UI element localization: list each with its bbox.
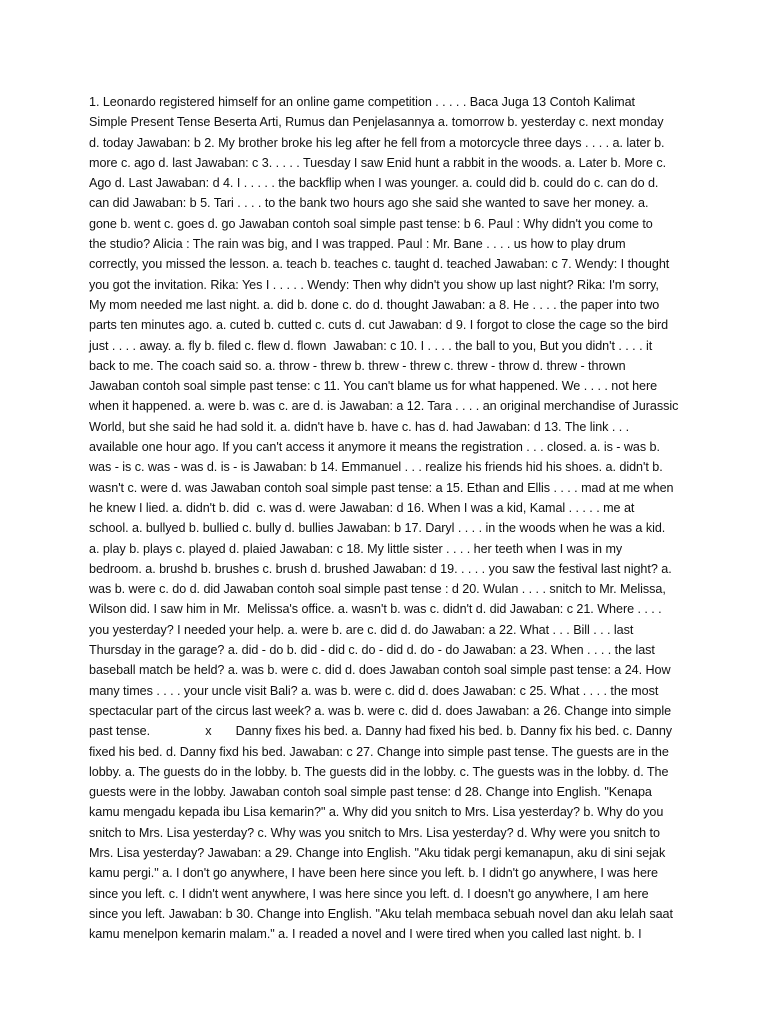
document-body-text: 1. Leonardo registered himself for an online game competition . . . . . Baca Juga 13 Contoh Kalimat Simple Present Tense Beserta Arti, Rumus dan Penjelasannya a. tomorrow b. yesterday c. next monday d. today Jawaban: b 2. My brother broke his leg after he fell from a motorcycle three days . . . . a. later b. more c. ago d. last Jawaban: c 3. . . . . Tuesday I saw Enid hunt a rabbit in the woods. a. Later b. More c. Ago d. Last Jawaban: d 4. I . . . . . the backflip when I was younger. a. could did b. could do c. can do d. can did Jawaban: b 5. Tari . . . . to the bank two hours ago she said she wanted to save her money. a. gone b. went c. goes d. go Jawaban contoh soal simple past tense: b 6. Paul : Why didn't you come to the studio? Alicia : The rain was big, and I was trapped. Paul : Mr. Bane . . . . us how to play drum correctly, you missed the lesson. a. teach b. teaches c. taught d. teached Jawaban: c 7. Wendy: I thought you got the invitation. Rika: Yes I . . . . . Wendy: Then why didn't you show up last night? Rika: I'm sorry, My mom needed me last night. a. did b. done c. do d. thought Jawaban: a 8. He . . . . the paper into two parts ten minutes ago. a. cuted b. cutted c. cuts d. cut Jawaban: d 9. I forgot to close the cage so the bird just . . . . away. a. fly b. filed c. flew d. flown Jawaban: c 10. I . . . . the ball to you, But you didn't . . . . it back to me. The coach said so. a. throw - threw b. threw - threw c. threw - throw d. threw - thrown Jawaban contoh soal simple past tense: c 11. You can't blame us for what happened. We . . . . not here when it happened. a. were b. was c. are d. is Jawaban: a 12. Tara . . . . an original merchandise of Jurassic World, but she said he had sold it. a. didn't have b. have c. has d. had Jawaban: d 13. The link . . . available one hour ago. If you can't access it anymore it means the registration . . . closed. a. is - was b. was - is c. was - was d. is - is Jawaban: b 14. Emmanuel . . . realize his friends hid his shoes. a. didn't b. wasn't c. were d. was Jawaban contoh soal simple past tense: a 15. Ethan and Ellis . . . . mad at me when he knew I lied. a. didn't b. did c. was d. were Jawaban: d 16. When I was a kid, Kamal . . . . . me at school. a. bullyed b. bullied c. bully d. bullies Jawaban: b 17. Daryl . . . . in the woods when he was a kid. a. play b. plays c. played d. plaied Jawaban: c 18. My little sister . . . . her teeth when I was in my bedroom. a. brushd b. brushes c. brush d. brushed Jawaban: d 19. . . . . you saw the festival last night? a. was b. were c. do d. did Jawaban contoh soal simple past tense : d 20. Wulan . . . . snitch to Mr. Melissa, Wilson did. I saw him in Mr. Melissa's office. a. wasn't b. was c. didn't d. did Jawaban: c 21. Where . . . . you yesterday? I needed your help. a. were b. are c. did d. do Jawaban: a 22. What . . . Bill . . . last Thursday in the garage? a. did - do b. did - did c. do - did d. do - do Jawaban: a 23. When . . . . the last baseball match be held? a. was b. were c. did d. does Jawaban contoh soal simple past tense: a 24. How many times . . . . your uncle visit Bali? a. was b. were c. did d. does Jawaban: c 25. What . . . . the most spectacular part of the circus last week? a. was b. were c. did d. does Jawaban: a 26. Change into simple past tense. x Danny fixes his bed. a. Danny had fixed his bed. b. Danny fix his bed. c. Danny fixed his bed. d. Danny fixd his bed. Jawaban: c 27. Change into simple past tense. The guests are in the lobby. a. The guests do in the lobby. b. The guests did in the lobby. c. The guests was in the lobby. d. The guests were in the lobby. Jawaban contoh soal simple past tense: d 28. Change into English. "Kenapa kamu mengadu kepada ibu Lisa kemarin?" a. Why did you snitch to Mrs. Lisa yesterday? b. Why do you snitch to Mrs. Lisa yesterday? c. Why was you snitch to Mrs. Lisa yesterday? d. Why were you snitch to Mrs. Lisa yesterday? Jawaban: a 29. Change into English. "Aku tidak pergi kemanapun, aku di sini sejak kamu pergi." a. I don't go anywhere, I have been here since you left. b. I didn't go anywhere, I was here since you left. c. I didn't went anywhere, I was here since you left. d. I doesn't go anywhere, I am here since you left. Jawaban: b 30. Change into English. "Aku telah membaca sebuah novel dan aku lelah saat kamu menelpon kemarin malam." a. I readed a novel and I were tired when you called last night. b. I — [89, 95, 679, 942]
